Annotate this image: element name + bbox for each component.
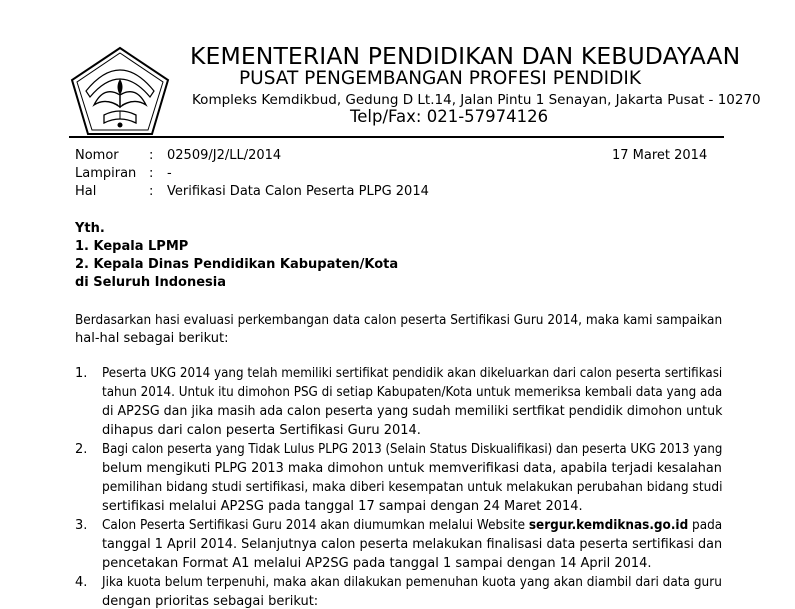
item-3-line-1-text: Calon Peserta Sertifikasi Guru 2014 akan diumumkan melalui Website: [102, 518, 529, 533]
item-3-line-1-tail: pada: [688, 518, 723, 533]
tut-wuri-handayani-logo: [68, 45, 172, 137]
item-3-line-1: [102, 518, 722, 533]
item-2-line-4: sertifikasi melalui AP2SG pada tanggal 17 sampai dengan 24 Maret 2014.: [102, 499, 583, 514]
item-3-line-2: tanggal 1 April 2014. Selanjutnya calon peserta melakukan finalisasi data peserta sertifikasi dan: [102, 537, 723, 552]
item-3-line-3: pencetakan Format A1 melalui AP2SG pada tanggal 1 sampai dengan 14 April 2014.: [102, 556, 652, 571]
item-2-line-2: belum mengikuti PLPG 2013 maka dimohon untuk memverifikasi data, apabila terjadi kesalahan: [102, 461, 722, 476]
colon: :: [149, 166, 154, 181]
item-number: 4.: [75, 575, 88, 590]
item-number: 2.: [75, 442, 88, 457]
center-name: PUSAT PENGEMBANGAN PROFESI PENDIDIK: [239, 68, 641, 89]
website-link[interactable]: sergur.kemdiknas.go.id: [528, 518, 689, 533]
item-4-line-1: Jika kuota belum terpenuhi, maka akan dilakukan pemenuhan kuota yang akan diambil dari data guru: [102, 575, 722, 590]
item-1-line-4: dihapus dari calon peserta Sertifikasi Guru 2014.: [102, 423, 421, 438]
subject-value: Verifikasi Data Calon Peserta PLPG 2014: [167, 184, 429, 199]
ministry-name: KEMENTERIAN PENDIDIKAN DAN KEBUDAYAAN: [190, 42, 741, 70]
office-phone: Telp/Fax: 021-57974126: [350, 107, 549, 126]
intro-line-1: Berdasarkan hasi evaluasi perkembangan data calon peserta Sertifikasi Guru 2014, maka kami sampaikan: [75, 313, 723, 328]
colon: :: [149, 184, 154, 199]
recipient-line-1: 1. Kepala LPMP: [75, 239, 189, 254]
subject-label: Hal: [75, 184, 97, 199]
letter-date: 17 Maret 2014: [612, 148, 708, 163]
item-2-line-3: pemilihan bidang studi sertifikasi, maka diberi kesempatan untuk melakukan perubahan bidang studi: [102, 480, 723, 495]
recipient-salutation: Yth.: [75, 221, 105, 236]
item-1-line-1: Peserta UKG 2014 yang telah memiliki sertifikat pendidik akan dikeluarkan dari calon peserta sertifikasi: [102, 366, 723, 381]
item-number: 1.: [75, 366, 88, 381]
item-1-line-2: tahun 2014. Untuk itu dimohon PSG di setiap Kabupaten/Kota untuk memeriksa kembali data yang ada: [102, 385, 723, 400]
letterhead-rule: [69, 136, 724, 138]
recipient-line-2: 2. Kepala Dinas Pendidikan Kabupaten/Kota: [75, 257, 399, 272]
item-1-line-3: di AP2SG dan jika masih ada calon peserta yang sudah memiliki sertfikat pendidik dimohon untuk: [102, 404, 723, 419]
colon: :: [149, 148, 154, 163]
item-number: 3.: [75, 518, 88, 533]
attachment-value: -: [167, 166, 172, 181]
number-value: 02509/J2/LL/2014: [167, 148, 282, 163]
item-2-line-1: Bagi calon peserta yang Tidak Lulus PLPG 2013 (Selain Status Diskualifikasi) dan peserta UKG 2013 yang: [102, 442, 723, 457]
office-address: Kompleks Kemdikbud, Gedung D Lt.14, Jalan Pintu 1 Senayan, Jakarta Pusat - 10270: [192, 92, 761, 108]
intro-line-2: hal-hal sebagai berikut:: [75, 331, 229, 346]
item-4-line-2: dengan prioritas sebagai berikut:: [102, 594, 319, 609]
number-label: Nomor: [75, 148, 119, 163]
attachment-label: Lampiran: [75, 166, 137, 181]
recipient-line-3: di Seluruh Indonesia: [75, 275, 226, 290]
